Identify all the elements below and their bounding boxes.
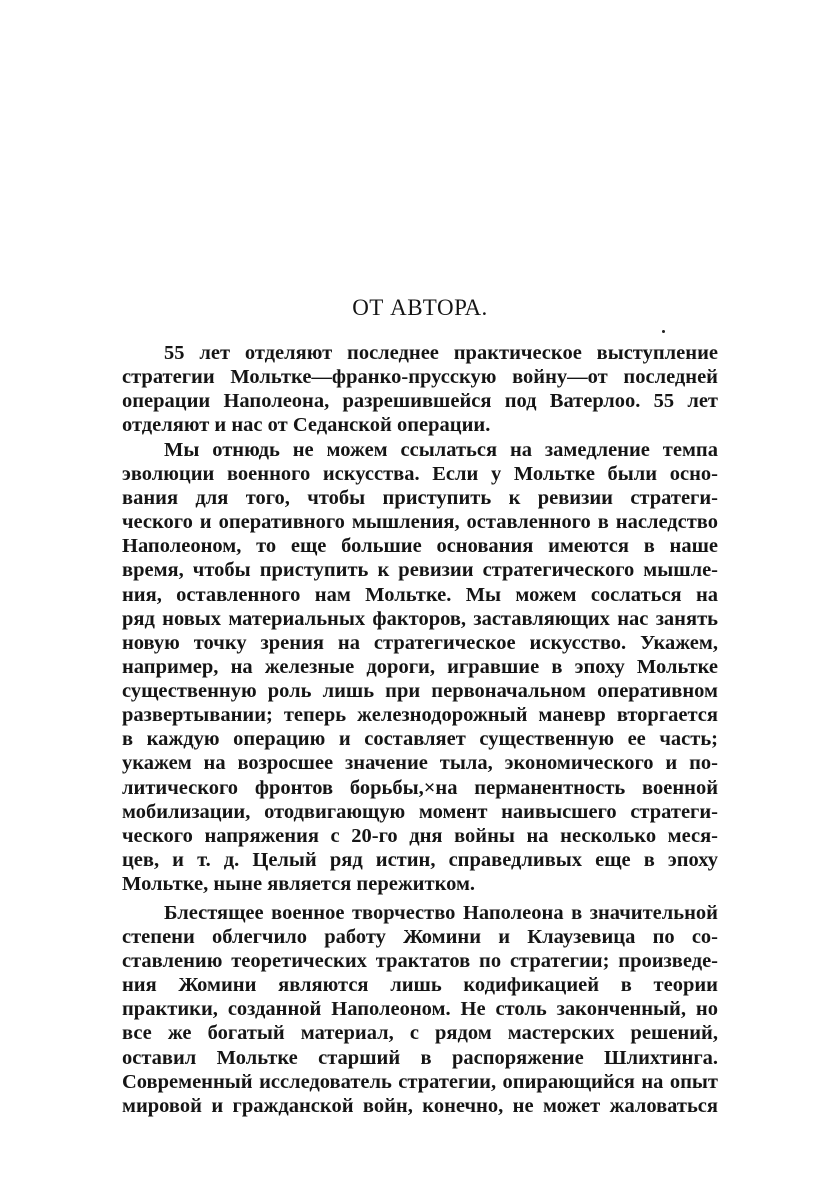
text-line: мобилизации, отодвигающую момент наивысшего стратеги- [122, 801, 718, 823]
text-line: вания для того, чтобы приступить к ревизии стратеги- [122, 487, 718, 509]
text-line: цев, и т. д. Целый ряд истин, справедливых еще в эпоху [122, 849, 718, 871]
text-line: развертывании; теперь железнодорожный маневр вторгается [122, 704, 718, 726]
text-line: операции Наполеона, разрешившейся под Ватерлоо. 55 лет [122, 390, 718, 412]
text-line: время, чтобы приступить к ревизии стратегического мышле- [122, 559, 718, 581]
text-line: Наполеоном, то еще большие основания имеются в наше [122, 535, 718, 557]
text-line: например, на железные дороги, игравшие в эпоху Мольтке [122, 656, 718, 678]
text-line: ческого напряжения с 20-го дня войны на несколько меся- [122, 825, 718, 847]
text-line: Мы отнюдь не можем ссылаться на замедление темпа [164, 439, 718, 461]
text-line: практики, созданной Наполеоном. Не столь законченный, но [122, 998, 718, 1020]
text-line: в каждую операцию и составляет существенную ее часть; [122, 728, 718, 750]
text-line: укажем на возросшее значение тыла, экономического и по- [122, 752, 718, 774]
text-line: степени облегчило работу Жомини и Клаузевица по со- [122, 926, 718, 948]
text-line: отделяют и нас от Седанской операции. [122, 414, 491, 436]
text-line: новую точку зрения на стратегическое искусство. Укажем, [122, 632, 718, 654]
text-line: все же богатый материал, с рядом мастерских решений, [122, 1022, 718, 1044]
text-line: Мольтке, ныне является пережитком. [122, 873, 476, 895]
text-line: мировой и гражданской войн, конечно, не может жаловаться [122, 1095, 718, 1117]
text-line: ния Жомини являются лишь кодификацией в теории [122, 974, 718, 996]
text-line: эволюции военного искусства. Если у Мольтке были осно- [122, 463, 718, 485]
text-line: ческого и оперативного мышления, оставленного в наследство [122, 511, 718, 533]
text-line: 55 лет отделяют последнее практическое выступление [164, 342, 718, 364]
text-line: ния, оставленного нам Мольтке. Мы можем сослаться на [122, 584, 718, 606]
text-line: стратегии Мольтке—франко-прусскую войну—от последней [122, 366, 718, 388]
text-line: ряд новых материальных факторов, заставляющих нас занять [122, 608, 718, 630]
text-line: ставлению теоретических трактатов по стратегии; произведе- [122, 950, 718, 972]
text-line: существенную роль лишь при первоначальном оперативном [122, 680, 718, 702]
text-line: Современный исследователь стратегии, опирающийся на опыт [122, 1071, 718, 1093]
stray-print-mark [662, 330, 665, 333]
text-line: литического фронтов борьбы,×на перманентность военной [122, 777, 718, 799]
text-line: оставил Мольтке старший в распоряжение Шлихтинга. [122, 1047, 718, 1069]
page-title: ОТ АВТОРА. [352, 295, 488, 320]
text-line: Блестящее военное творчество Наполеона в значительной [164, 902, 718, 924]
